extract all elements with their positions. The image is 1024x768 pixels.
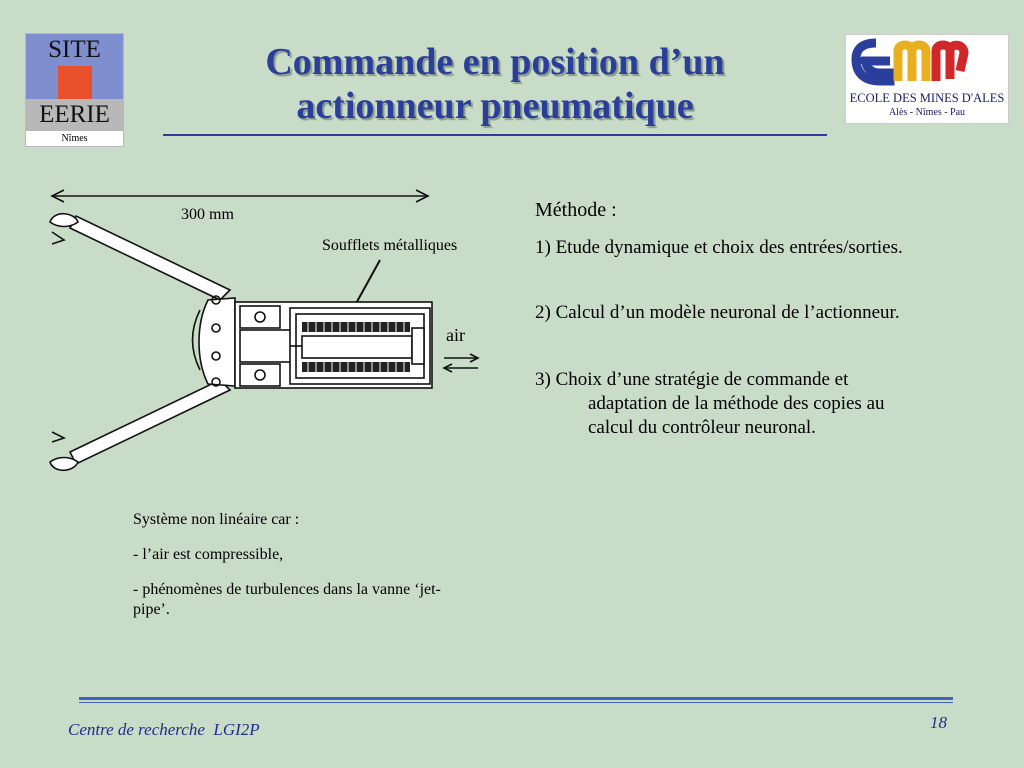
system-point-2: - phénomènes de turbulences dans la vanne ‘jet-pipe’. [133,581,441,618]
logo-left-city: Nîmes [61,133,88,144]
logo-right-cities: Alès - Nîmes - Pau [888,107,966,118]
title-underline [163,134,827,136]
method-step-1: 1) Etude dynamique et choix des entrées/sorties. [535,237,903,258]
system-point-1: - l’air est compressible, [133,546,284,563]
air-label: air [446,325,465,345]
title-line-2: actionneur pneumatique [296,85,694,127]
logo-right-name: ECOLE DES MINES D'ALES [849,91,1005,105]
site-eerie-logo [25,33,124,147]
footer-rule-thin [79,702,953,703]
method-heading: Méthode : [535,199,617,221]
title-line-1: Commande en position d’un [265,41,725,83]
logo-left-top-text: SITE [48,36,101,63]
bellows-label: Soufflets métalliques [322,237,458,254]
method-step-3-line-2: adaptation de la méthode des copies au [588,393,885,414]
method-step-3 [535,368,995,440]
ema-emblem-icon [846,35,1008,91]
footer-lab-name: Centre de recherche LGI2P [68,720,260,739]
dimension-label: 300 mm [181,206,234,223]
logo-left-bottom-text: EERIE [39,101,110,128]
method-step-2: 2) Calcul d’un modèle neuronal de l’actionneur. [535,302,900,323]
footer-rule [79,697,953,700]
method-step-3-line-3: calcul du contrôleur neuronal. [588,417,816,438]
ecole-des-mines-logo [845,34,1009,124]
slide-title [150,40,840,128]
system-title: Système non linéaire car : [133,511,300,528]
page-number: 18 [930,713,947,732]
method-step-3-line-1: 3) Choix d’une stratégie de commande et [535,369,849,390]
